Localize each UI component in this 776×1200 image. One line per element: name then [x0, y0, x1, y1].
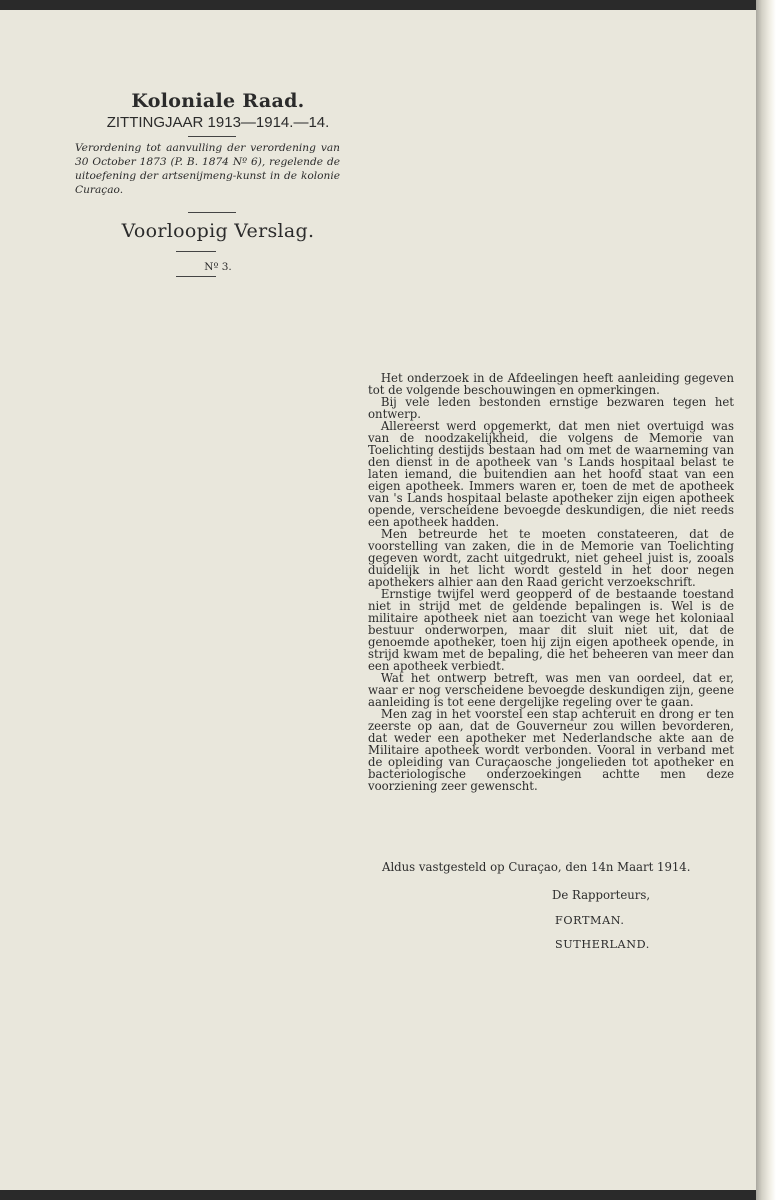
session-year: ZITTINGJAAR 1913—1914.—14.: [106, 114, 330, 131]
document-title: Koloniale Raad.: [131, 90, 305, 112]
report-title: Voorloopig Verslag.: [121, 220, 315, 242]
body-paragraph: Men zag in het voorstel een stap achteruit en drong er ten zeerste op aan, dat de Gouverneur zou willen bevorderen, dat weder een apotheker met Nederlandsche akte aan de Militaire apotheek wordt verbonden. Vooral in verband met de opleiding van Curaçaosche jongelieden tot apotheker en bacteriologische onderzoekingen achtte men deze voorziening zeer gewenscht.: [368, 707, 734, 793]
signer-name: FORTMAN.: [555, 914, 625, 927]
body-paragraph: Men betreurde het te moeten constateeren, dat de voorstelling van zaken, die in de Memorie van Toelichting gegeven wordt, zacht uitgedrukt, niet geheel juist is, zooals duidelijk in het licht wordt gesteld in het door negen apothekers alhier aan den Raad gericht verzoekschrift.: [368, 527, 734, 589]
closing-line: Aldus vastgesteld op Curaçao, den 14n Maart 1914.: [382, 860, 691, 874]
body-paragraph: Het onderzoek in de Afdeelingen heeft aanleiding gegeven tot de volgende beschouwingen en opmerkingen.: [368, 371, 734, 397]
report-body: [368, 372, 734, 792]
divider: [188, 212, 236, 213]
divider: [176, 251, 216, 252]
body-paragraph: Wat het ontwerp betreft, was men van oordeel, dat er, waar er nog verscheidene bevoegde deskundigen zijn, geene aanleiding is tot eene dergelijke regeling over te gaan.: [368, 671, 734, 709]
document-page: [0, 10, 756, 1190]
body-paragraph: Bij vele leden bestonden ernstige bezwaren tegen het ontwerp.: [368, 395, 734, 421]
subject-description: Verordening tot aanvulling der verordening van 30 October 1873 (P. B. 1874 Nº 6), regelende de uitoefening der artsenijmeng-kunst in de kolonie Curaçao.: [75, 142, 340, 196]
body-paragraph: Allereerst werd opgemerkt, dat men niet overtuigd was van de noodzakelijkheid, die volgens de Memorie van Toelichting destijds bestaan had om met de waarneming van den dienst in de apotheek van 's Lands hospitaal belast te laten iemand, die buitendien aan het hoofd staat van een eigen apotheek. Immers waren er, toen de met de apotheek van 's Lands hospitaal belaste apotheker zijn eigen apotheek opende, verscheidene bevoegde deskundigen, die niet reeds een apotheek hadden.: [368, 419, 734, 529]
body-paragraph: Ernstige twijfel werd geopperd of de bestaande toestand niet in strijd met de geldende bepalingen is. Wel is de militaire apotheek niet aan toezicht van wege het koloniaal bestuur onderworpen, maar dit sluit niet uit, dat de genoemde apotheker, toen hij zijn eigen apotheek opende, in strijd kwam met de bepaling, die het beheeren van meer dan een apotheek verbiedt.: [368, 587, 734, 673]
page-edge: [756, 0, 776, 1200]
document-number: Nº 3.: [204, 261, 232, 273]
signer-name: SUTHERLAND.: [555, 938, 650, 951]
rapporteurs-label: De Rapporteurs,: [552, 888, 651, 902]
divider: [188, 136, 236, 137]
divider: [176, 276, 216, 277]
